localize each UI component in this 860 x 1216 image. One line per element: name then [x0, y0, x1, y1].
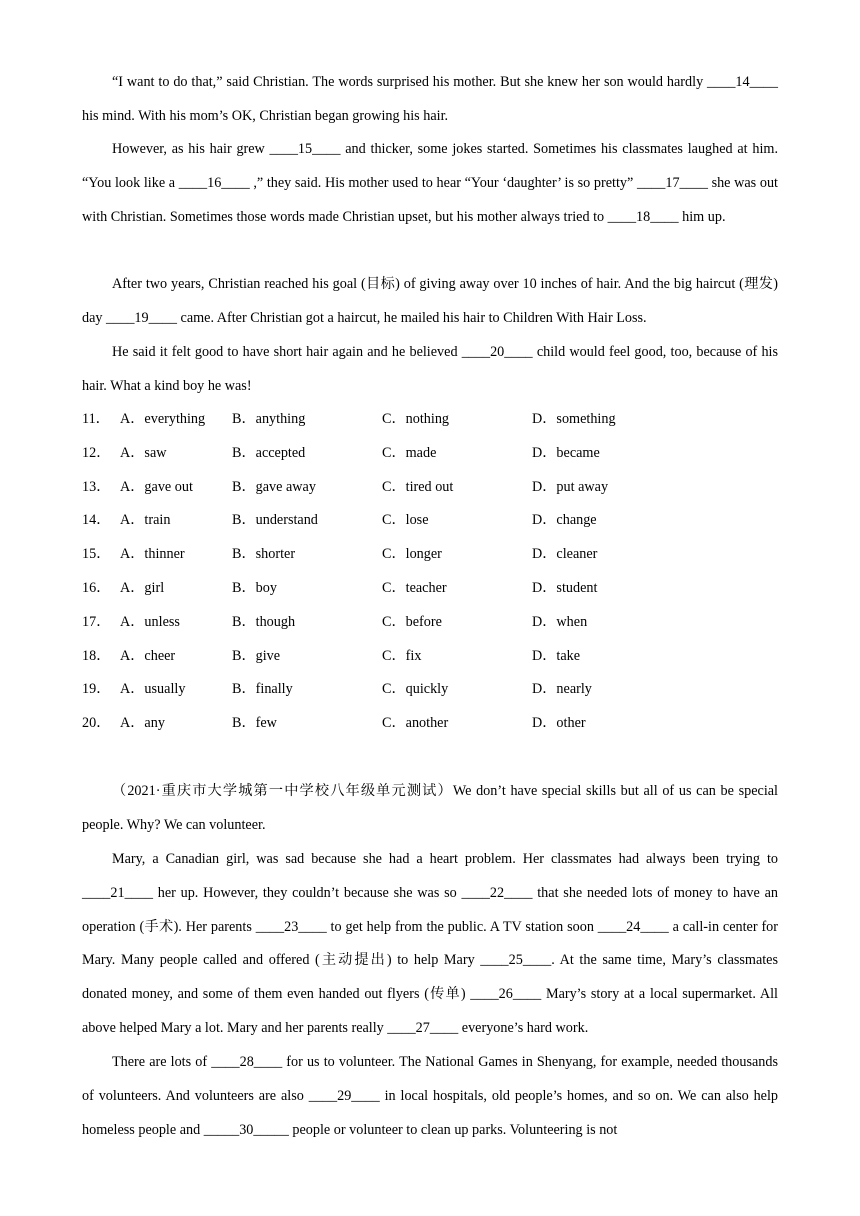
option-c: C．lose: [382, 512, 429, 529]
option-a: A．any: [120, 715, 165, 732]
option-d: D．student: [532, 579, 598, 596]
option-c: C．teacher: [382, 579, 447, 596]
passage2-paragraph-2: There are lots of ____28____ for us to volunteer. The National Games in Shenyang, for example, needed thousands of volunteers. And volunteers are also ____29____ in local hospitals, old people’s homes, and so on. We can also help homeless people and _____30_____ people or volunteer to clean up parks. Volunteering is not: [82, 1054, 778, 1138]
passage2-paragraph-1: Mary, a Canadian girl, was sad because she had a heart problem. Her classmates had always been trying to ____21____ her up. However, they couldn’t because she was so ____22____ that she needed lots of money to have an operation (手术). Her parents ____23____ to get help from the public. A TV station soon ____24____ a call-in center for Mary. Many people called and offered (主动提出) to help Mary ____25____. At the same time, Mary’s classmates donated money, and some of them even handed out flyers (传单) ____26____ Mary’s story at a local supermarket. All above helped Mary a lot. Mary and her parents really ____27____ everyone’s hard work.: [82, 851, 778, 1036]
passage1-paragraph-2: However, as his hair grew ____15____ and thicker, some jokes started. Sometimes his classmates laughed at him. “You look like a ____16____ ,” they said. His mother used to hear “Your ‘daughter’ is so pretty” ____17____ she was out with Christian. Sometimes those words made Christian upset, but his mother always tried to ____18____ him up.: [82, 141, 778, 225]
option-c: C．before: [382, 613, 442, 630]
question-row-19: [82, 673, 778, 707]
option-d: D．put away: [532, 478, 609, 495]
option-c: C．tired out: [382, 478, 454, 495]
option-b: B．gave away: [232, 478, 316, 495]
option-d: D．cleaner: [532, 546, 598, 563]
option-a: A．gave out: [120, 478, 193, 495]
question-number: 19．: [82, 681, 111, 698]
passage1-paragraph-3: After two years, Christian reached his goal (目标) of giving away over 10 inches of hair. And the big haircut (理发) day ____19____ came. After Christian got a haircut, he mailed his hair to Children With Hair Loss.: [82, 276, 778, 326]
option-d: D．nearly: [532, 681, 592, 698]
option-c: C．longer: [382, 546, 442, 563]
question-row-18: [82, 640, 778, 674]
option-d: D．other: [532, 715, 586, 732]
question-row-14: [82, 504, 778, 538]
option-b: B．understand: [232, 512, 318, 529]
option-c: C．another: [382, 715, 449, 732]
question-row-12: [82, 437, 778, 471]
question-row-13: [82, 471, 778, 505]
option-b: B．finally: [232, 681, 293, 698]
option-b: B．few: [232, 715, 277, 732]
question-row-15: [82, 538, 778, 572]
option-a: A．unless: [120, 613, 180, 630]
option-d: D．change: [532, 512, 597, 529]
passage1-paragraph-4: He said it felt good to have short hair again and he believed ____20____ child would feel good, too, because of his hair. What a kind boy he was!: [82, 344, 778, 394]
question-number: 18．: [82, 647, 111, 664]
option-a: A．usually: [120, 681, 186, 698]
question-row-11: [82, 403, 778, 437]
question-row-17: [82, 606, 778, 640]
passage2-intro: （2021·重庆市大学城第一中学校八年级单元测试）We don’t have special skills but all of us can be special people. Why? We can volunteer.: [82, 783, 778, 833]
question-number: 14．: [82, 512, 111, 529]
option-a: A．everything: [120, 411, 206, 427]
option-d: D．take: [532, 647, 581, 664]
question-options: [82, 403, 778, 741]
option-b: B．anything: [232, 411, 306, 427]
option-b: B．though: [232, 613, 296, 630]
question-row-16: [82, 572, 778, 606]
option-b: B．give: [232, 647, 281, 664]
option-c: C．nothing: [382, 411, 450, 427]
option-c: C．made: [382, 444, 437, 461]
option-c: C．quickly: [382, 681, 449, 698]
option-a: A．train: [120, 512, 171, 529]
option-b: B．shorter: [232, 546, 296, 563]
question-number: 17．: [82, 613, 111, 630]
question-row-20: [82, 707, 778, 741]
option-a: A．cheer: [120, 647, 176, 664]
option-c: C．fix: [382, 647, 422, 664]
option-b: B．boy: [232, 579, 277, 596]
option-d: D．became: [532, 444, 600, 461]
question-number: 11．: [82, 411, 110, 427]
option-a: A．saw: [120, 444, 167, 461]
option-a: A．thinner: [120, 546, 185, 563]
question-number: 12．: [82, 444, 111, 461]
question-number: 13．: [82, 478, 111, 495]
option-b: B．accepted: [232, 444, 306, 461]
question-number: 16．: [82, 579, 111, 596]
question-number: 15．: [82, 546, 111, 563]
passage1-paragraph-1: “I want to do that,” said Christian. The words surprised his mother. But she knew her son would hardly ____14____ his mind. With his mom’s OK, Christian began growing his hair.: [82, 74, 778, 124]
option-d: D．something: [532, 411, 616, 427]
question-number: 20．: [82, 715, 111, 732]
option-a: A．girl: [120, 579, 165, 596]
option-d: D．when: [532, 613, 588, 630]
